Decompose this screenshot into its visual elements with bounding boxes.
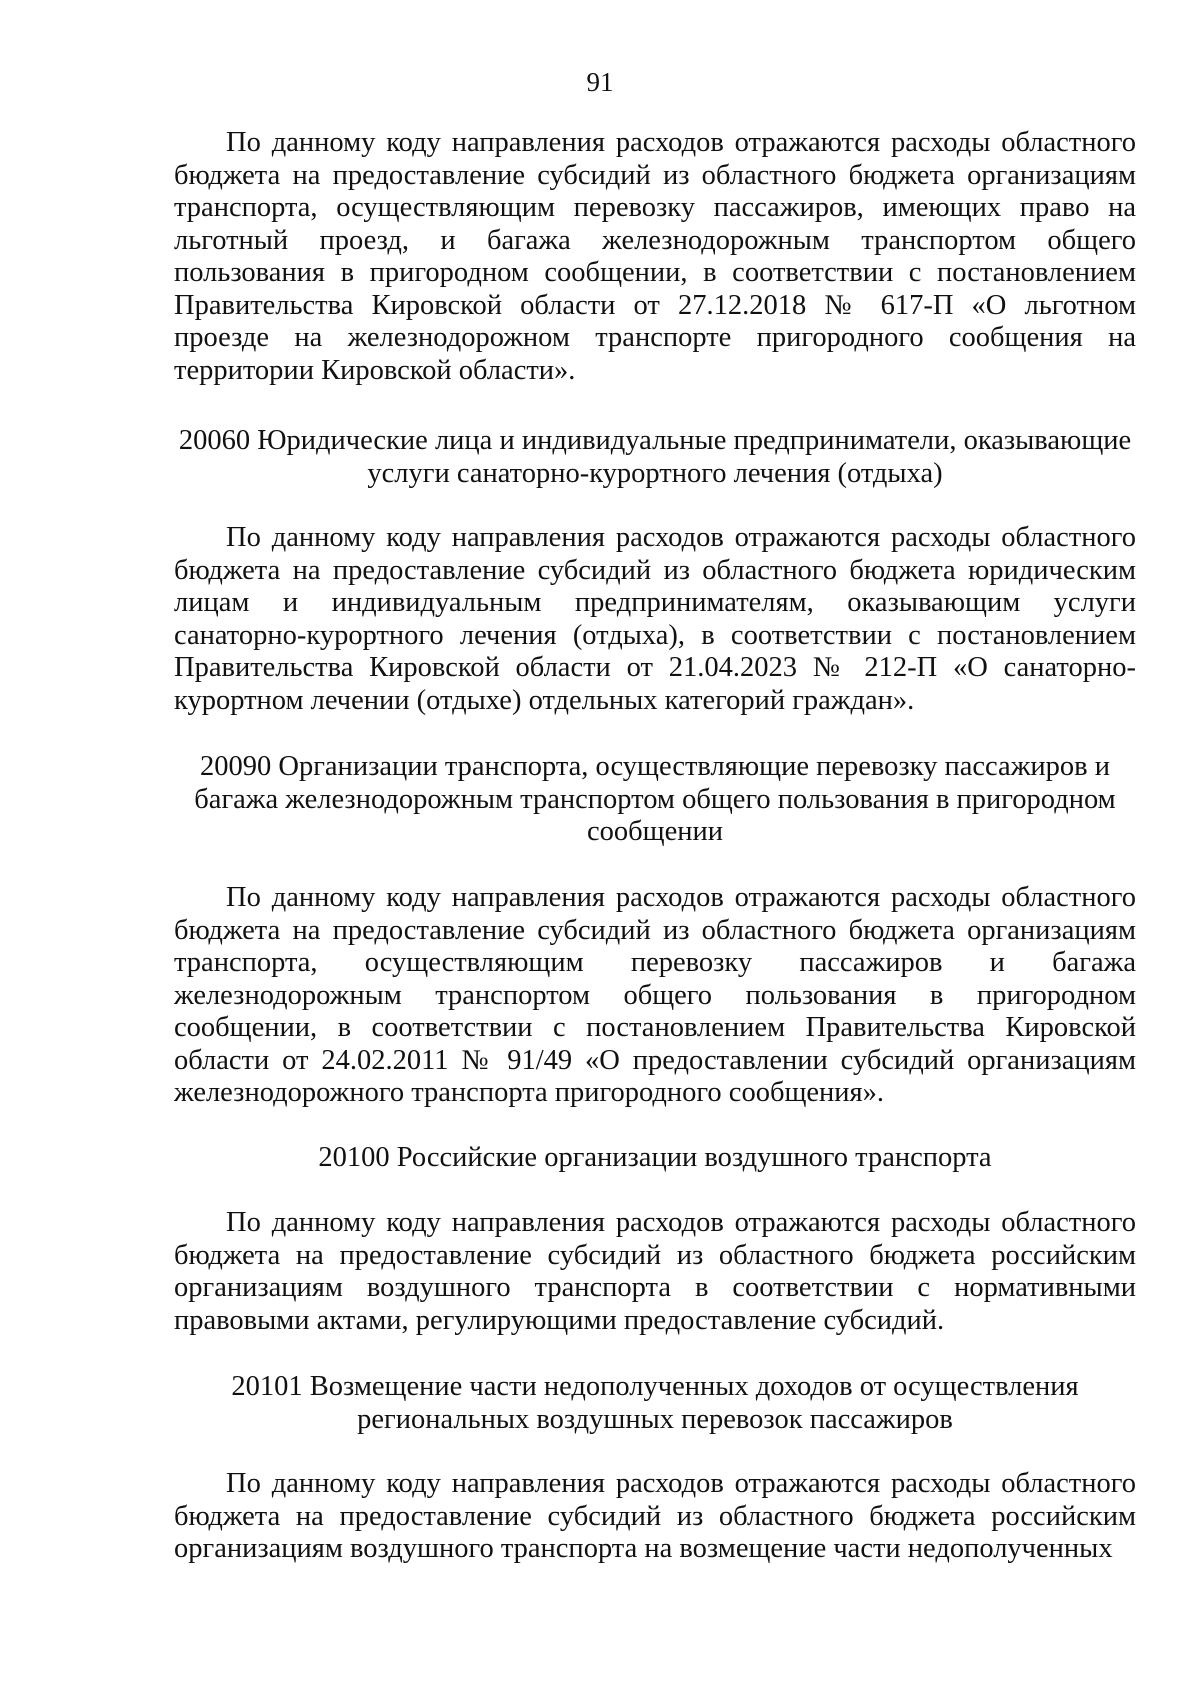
- heading-20101: 20101 Возмещение части недополученных доходов от осуществления региональных воздушных перевозок пассажиров: [231, 1371, 1079, 1435]
- paragraph-20060: По данному коду направления расходов отражаются расходы областного бюджета на предоставление субсидий из областного бюджета юридическим лицам и индивидуальным предпринимателям, оказывающим услуги санаторно-курортного лечения (отдыха), в соответствии с постановлением Правительства Кировской области от 21.04.2023 № 212-П «О санаторно-курортном лечении (отдыхе) отдельных категорий граждан».: [174, 522, 1136, 716]
- paragraph-20101: По данному коду направления расходов отражаются расходы областного бюджета на предоставление субсидий из областного бюджета российским организациям воздушного транспорта на возмещение части недополученных: [174, 1468, 1136, 1564]
- paragraph-transport-concession: По данному коду направления расходов отражаются расходы областного бюджета на предоставление субсидий из областного бюджета организациям транспорта, осуществляющим перевозку пассажиров, имеющих право на льготный проезд, и багажа железнодорожным транспортом общего пользования в пригородном сообщении, в соответствии с постановлением Правительства Кировской области от 27.12.2018 № 617-П «О льготном проезде на железнодорожном транспорте пригородного сообщения на территории Кировской области».: [174, 127, 1136, 386]
- paragraph-20100: По данному коду направления расходов отражаются расходы областного бюджета на предоставление субсидий из областного бюджета российским организациям воздушного транспорта в соответствии с нормативными правовыми актами, регулирующими предоставление субсидий.: [174, 1207, 1136, 1336]
- heading-20090: 20090 Организации транспорта, осуществляющие перевозку пассажиров и багажа железнодорожным транспортом общего пользования в пригородном сообщении: [194, 751, 1116, 847]
- heading-20100: 20100 Российские организации воздушного транспорта: [318, 1142, 992, 1173]
- page-number: 91: [586, 67, 614, 97]
- paragraph-20090: По данному коду направления расходов отражаются расходы областного бюджета на предоставление субсидий из областного бюджета организациям транспорта, осуществляющим перевозку пассажиров и багажа железнодорожным транспортом общего пользования в пригородном сообщении, в соответствии с постановлением Правительства Кировской области от 24.02.2011 № 91/49 «О предоставлении субсидий организациям железнодорожного транспорта пригородного сообщения».: [174, 882, 1136, 1108]
- heading-20060: 20060 Юридические лица и индивидуальные предприниматели, оказывающие услуги санаторно-курортного лечения (отдыха): [178, 425, 1132, 489]
